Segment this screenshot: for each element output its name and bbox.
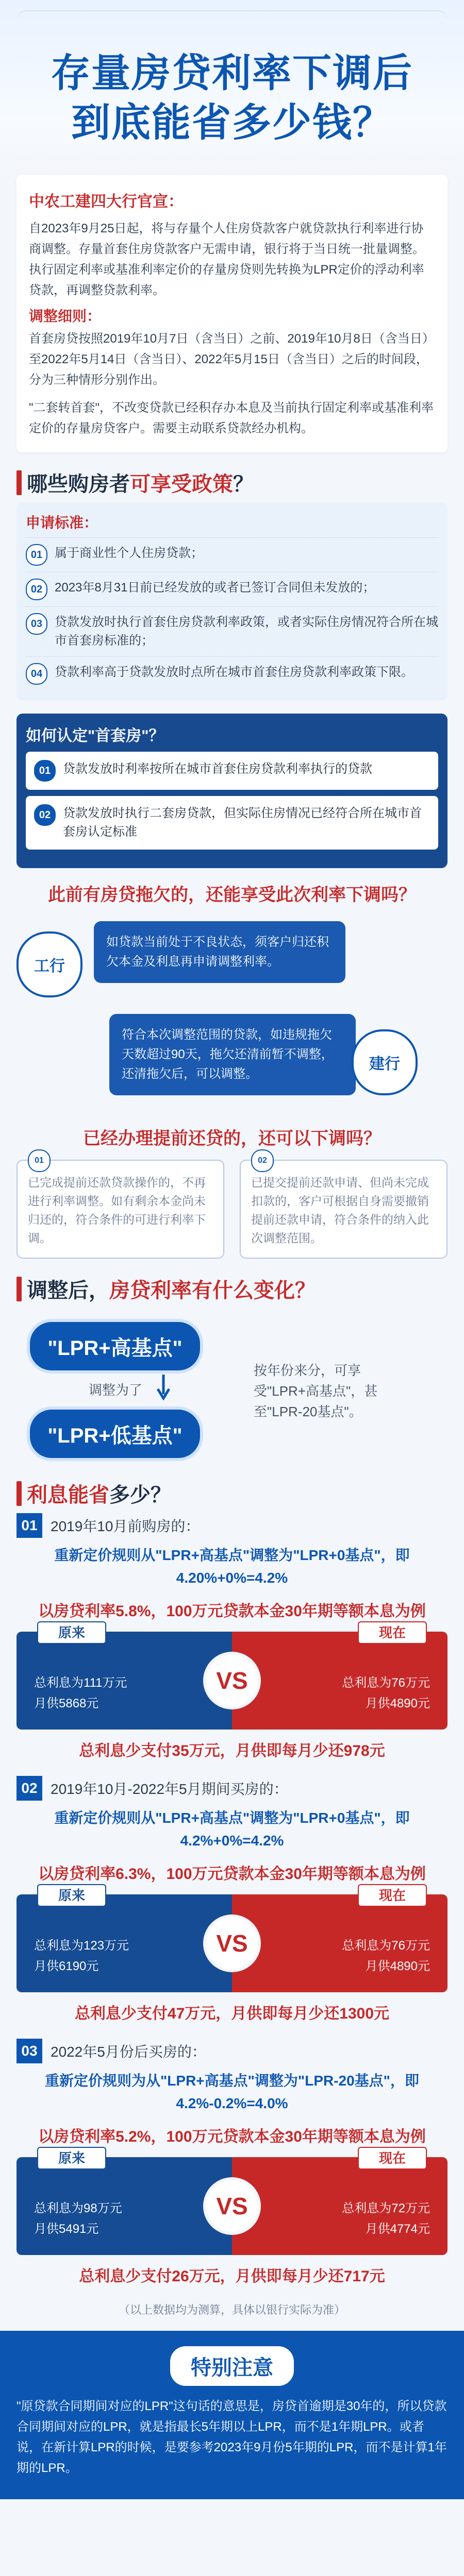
standards-box: [16, 502, 448, 700]
change-title-red: 房贷利率有什么变化？: [109, 1279, 316, 1302]
standard-item: [26, 537, 438, 572]
intro-card: [16, 175, 448, 452]
before-monthly: 月供6190元: [34, 1959, 99, 1973]
define-item: [26, 752, 438, 790]
item-number: 01: [34, 760, 56, 782]
settled-items: [16, 1156, 448, 1259]
standard-item: [26, 656, 438, 691]
item-text: 贷款利率高于贷款发放时点所在城市首套住房贷款利率政策下限。: [55, 665, 413, 679]
item-number: 02: [26, 579, 47, 600]
settled-title: 已经办理提前还贷的，还可以下调吗？: [83, 1129, 381, 1148]
after-panel: [232, 1888, 448, 1992]
ccb-bubble: 符合本次调整范围的贷款，如违规拖欠天数超过90天，拖欠还清前暂不调整，还清拖欠后，可以调整。: [109, 1014, 356, 1095]
vs-badge: VS: [206, 1655, 258, 1706]
case-number: 03: [16, 2039, 42, 2063]
special-notice: [0, 2331, 464, 2499]
case-loan: 以房贷利率6.3%，100万元贷款本金30年期等额本息为例: [38, 1866, 426, 1883]
case-title: 2019年10月前购房的：: [51, 1518, 200, 1534]
after-monthly: 月供4890元: [365, 1959, 430, 1973]
case-loan: 以房贷利率5.8%，100万元贷款本金30年期等额本息为例: [38, 1603, 426, 1620]
item-number: 04: [26, 663, 47, 685]
define-item: [26, 796, 438, 850]
before-panel: [16, 1625, 232, 1730]
case-loan: 以房贷利率5.2%，100万元贷款本金30年期等额本息为例: [38, 2128, 426, 2145]
case-title: 2019年10月-2022年5月期间买房的：: [51, 1781, 288, 1797]
standards-label: 申请标准：: [26, 515, 98, 531]
after-monthly: 月供4890元: [365, 1697, 430, 1710]
after-interest: 总利息为76万元: [342, 1939, 430, 1953]
before-panel: [16, 1888, 232, 1992]
notice-text: "原贷款合同期间对应的LPR"这句话的意思是，房贷首逾期是30年的，所以贷款合同期间对应的LPR，就是指最长5年期以上LPR，而不是1年期LPR。或者说，在新计算LPR的时候，是要参考2023年9月份5年期的LPR，而不是计算1年期的LPR。: [16, 2399, 447, 2475]
case-title: 2022年5月份后买房的：: [51, 2044, 206, 2060]
item-number: 03: [26, 613, 47, 635]
case-result: 总利息少支付35万元，月供即每月少还978元: [79, 1742, 385, 1759]
who-title-red: 可享受政策: [130, 473, 233, 496]
after-panel: [232, 1625, 448, 1730]
lpr-low-pill: "LPR+低基点": [27, 1406, 203, 1461]
save-title-red: 利息能省: [27, 1484, 109, 1506]
before-panel: [16, 2150, 232, 2255]
who-title-prefix: 哪些购房者: [27, 473, 130, 496]
case-rule: 重新定价规则从"LPR+高基点"调整为"LPR+0基点"，即4.2%+0%=4.2%: [54, 1810, 410, 1849]
title-line-2: 到底能省多少钱？: [71, 101, 393, 145]
icbc-label: 工行: [16, 931, 82, 997]
detail-text-1: 首套房贷按照2019年10月7日（含当日）之前、2019年10月8日（含当日）至2022年5月14日（含当日）、2022年5月15日（含当日）之后的时间段，分为三种情形分别作出。: [29, 332, 435, 387]
before-tag: 原来: [37, 1884, 106, 1907]
detail-label: 调整细则：: [29, 308, 102, 324]
after-tag: 现在: [358, 2147, 427, 2170]
save-section-title: [16, 1479, 448, 1508]
who-title-suffix: ？: [233, 473, 254, 496]
settled-item: [16, 1156, 224, 1259]
item-text: 2023年8月31日前已经发放的或者已签订合同但未发放的；: [55, 581, 375, 595]
item-text: 属于商业性个人住房贷款；: [55, 546, 203, 560]
case-3: [16, 2039, 448, 2286]
comparison: [16, 1625, 448, 1730]
icbc-row: [16, 916, 448, 1009]
owe-title: 此前有房贷拖欠的，还能享受此次利率下调吗？: [48, 885, 416, 905]
item-text: 已完成提前还款贷款操作的，不再进行利率调整。如有剩余本金尚未归还的，符合条件的可进行利率下调。: [28, 1176, 206, 1245]
after-panel: [232, 2150, 448, 2255]
item-text: 贷款发放时执行首套住房贷款利率政策，或者实际住房情况符合所在城市首套房标准的；: [55, 615, 438, 648]
comparison: [16, 2150, 448, 2255]
intro-paragraph: 自2023年9月25日起，将与存量个人住房贷款客户就贷款执行利率进行协商调整。存量首套住房贷款客户无需申请，银行将于当日统一批量调整。执行固定利率或基准利率定价的存量房贷则先转换为LPR定价的浮动利率贷款，再调整贷款利率。: [29, 222, 425, 297]
case-rule: 重新定价规则从"LPR+高基点"调整为"LPR+0基点"，即4.20%+0%=4.2%: [54, 1547, 410, 1586]
standard-item: [26, 606, 438, 656]
item-number: 02: [34, 804, 56, 826]
case-number: 02: [16, 1776, 42, 1801]
notice-title: 特别注意: [170, 2346, 294, 2386]
after-interest: 总利息为72万元: [342, 2201, 430, 2215]
item-text: 贷款发放时利率按所在城市首套住房贷款利率执行的贷款: [63, 762, 372, 776]
title-bar: [16, 470, 22, 495]
case-2: [16, 1776, 448, 2023]
item-number: 02: [251, 1149, 274, 1172]
page-title: [0, 49, 464, 148]
item-text: 已提交提前还款申请、但尚未完成扣款的，客户可根据自身需要撤销提前还款申请，符合条件的纳入此次调整范围。: [251, 1176, 429, 1245]
hero-decoration: [15, 10, 449, 37]
change-section-title: [16, 1274, 448, 1303]
comparison: [16, 1888, 448, 1992]
intro-heading: 中农工建四大行官宣：: [29, 193, 184, 210]
define-first-home-box: [16, 714, 448, 868]
before-monthly: 月供5868元: [34, 1697, 99, 1710]
case-rule: 重新定价规则为从"LPR+高基点"调整为"LPR-20基点"，即4.2%-0.2%=4.0%: [45, 2073, 419, 2111]
change-note: 按年份来分，可享受"LPR+高基点"，甚至"LPR-20基点"。: [254, 1363, 378, 1419]
calc-note: （以上数据均为测算，具体以银行实际为准）: [118, 2303, 345, 2316]
before-interest: 总利息为123万元: [34, 1939, 129, 1953]
after-tag: 现在: [358, 1621, 427, 1644]
case-result: 总利息少支付26万元，月供即每月少还717元: [79, 2268, 385, 2285]
who-section-title: [16, 468, 448, 497]
after-interest: 总利息为76万元: [342, 1676, 430, 1690]
title-bar: [16, 1481, 22, 1506]
after-tag: 现在: [358, 1884, 427, 1907]
vs-badge: VS: [206, 2180, 258, 2232]
ccb-label: 建行: [352, 1029, 418, 1095]
change-diagram: [16, 1309, 448, 1463]
detail-text-2: "二套转首套"，不改变贷款已经积存办本息及当前执行固定利率或基准利率定价的存量房贷客户。需要主动联系贷款经办机构。: [29, 401, 434, 435]
title-line-1: 存量房贷利率下调后: [51, 52, 413, 95]
title-bar: [16, 1277, 22, 1301]
define-title: 如何认定"首套房"？: [26, 727, 164, 744]
standard-item: [26, 572, 438, 606]
before-tag: 原来: [37, 2147, 106, 2170]
item-text: 贷款发放时执行二套房贷款，但实际住房情况已经符合所在城市首套房认定标准: [63, 806, 422, 839]
item-number: 01: [28, 1149, 51, 1172]
case-1: [16, 1513, 448, 1760]
item-number: 01: [26, 544, 47, 566]
ccb-row: [16, 1009, 448, 1112]
case-result: 总利息少支付47万元，月供即每月少还1300元: [74, 2005, 390, 2022]
down-arrow-icon: [156, 1375, 171, 1400]
before-monthly: 月供5491元: [34, 2222, 99, 2236]
hero-banner: [0, 0, 464, 175]
settled-item: [240, 1156, 448, 1259]
before-interest: 总利息为111万元: [34, 1676, 127, 1690]
adjust-text: 调整为了: [89, 1382, 143, 1398]
before-tag: 原来: [37, 1621, 106, 1644]
after-monthly: 月供4774元: [365, 2222, 430, 2236]
case-number: 01: [16, 1513, 42, 1538]
lpr-high-pill: "LPR+高基点": [27, 1319, 203, 1374]
change-title-prefix: 调整后，: [27, 1279, 109, 1302]
before-interest: 总利息为98万元: [34, 2201, 122, 2215]
save-title-suffix: 多少？: [109, 1484, 171, 1506]
vs-badge: VS: [206, 1918, 258, 1969]
icbc-bubble: 如贷款当前处于不良状态，须客户归还积欠本金及利息再申请调整利率。: [94, 921, 345, 983]
